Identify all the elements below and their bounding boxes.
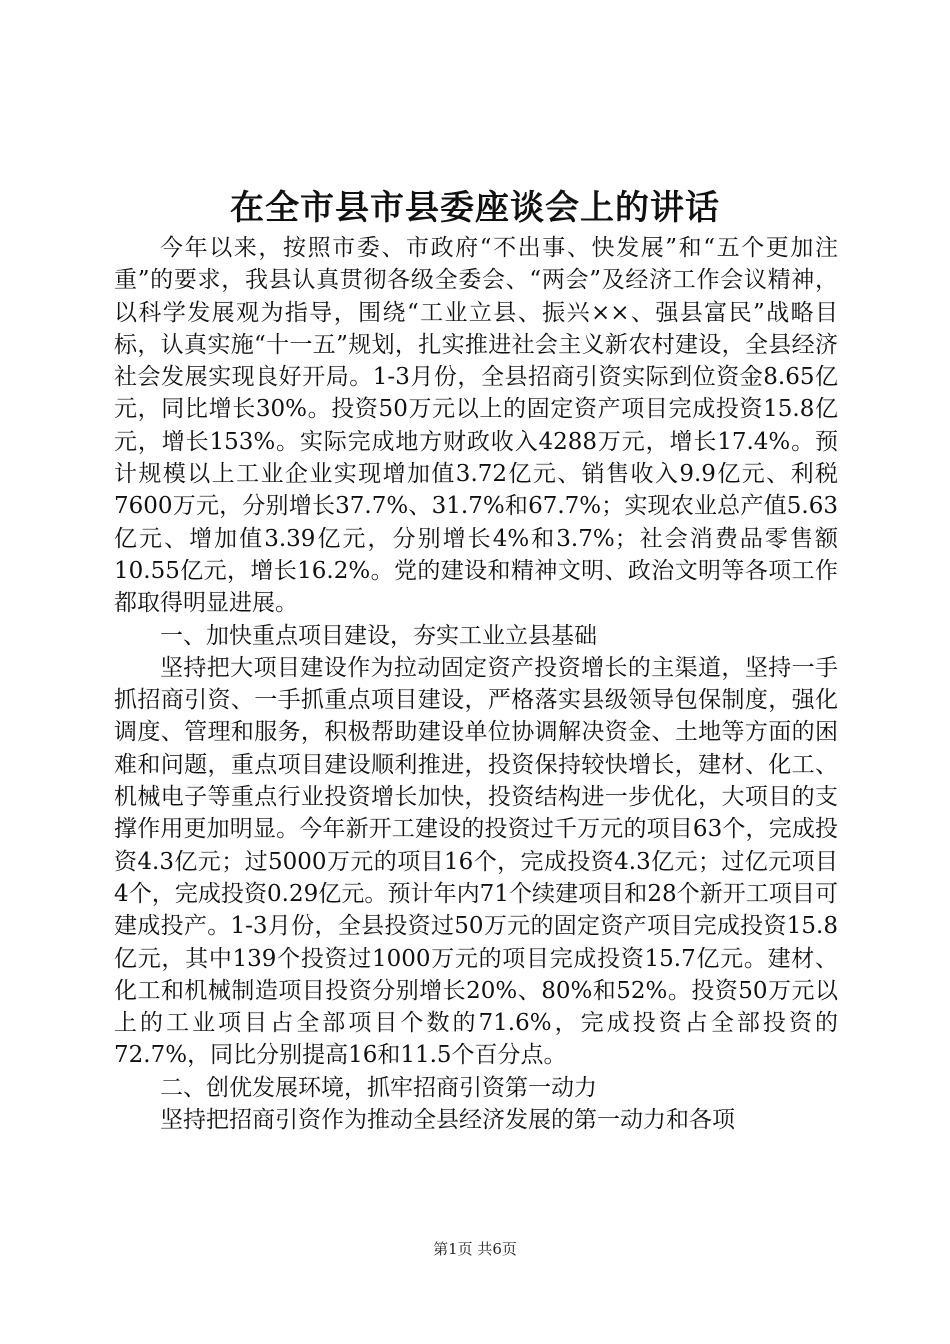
body-paragraph-section-2: 坚持把招商引资作为推动全县经济发展的第一动力和各项	[160, 1107, 735, 1134]
page-footer: 第1页 共6页	[433, 1240, 517, 1258]
document-body	[114, 232, 838, 1136]
document-title: 在全市县市县委座谈会上的讲话	[230, 188, 720, 228]
body-paragraph-section-1: 坚持把大项目建设作为拉动固定资产投资增长的主渠道，坚持一手抓招商引资、一手抓重点项目建设，严格落实县级领导包保制度，强化调度、管理和服务，积极帮助建设单位协调解决资金、土地等方面的困难和问题，重点项目建设顺利推进，投资保持较快增长，建材、化工、机械电子等重点行业投资增长加快，投资结构进一步优化，大项目的支撑作用更加明显。今年新开工建设的投资过千万元的项目63个，完成投资4.3亿元；过5000万元的项目16个，完成投资4.3亿元；过亿元项目4个，完成投资0.29亿元。预计年内71个续建项目和28个新开工项目可建成投产。1-3月份，全县投资过50万元的固定资产项目完成投资15.8亿元，其中139个投资过1000万元的项目完成投资15.7亿元。建材、化工和机械制造项目投资分别增长20%、80%和52%。投资50万元以上的工业项目占全部项目个数的71.6%，完成投资占全部投资的72.7%，同比分别提高16和11.5个百分点。	[114, 654, 838, 1069]
section-heading-1: 一、加快重点项目建设，夯实工业立县基础	[160, 622, 597, 649]
body-paragraph-intro: 今年以来，按照市委、市政府“不出事、快发展”和“五个更加注重”的要求，我县认真贯彻各级全委会、“两会”及经济工作会议精神，以科学发展观为指导，围绕“工业立县、振兴××、强县富民”战略目标，认真实施“十一五”规划，扎实推进社会主义新农村建设，全县经济社会发展实现良好开局。1-3月份，全县招商引资实际到位资金8.65亿元，同比增长30%。投资50万元以上的固定资产项目完成投资15.8亿元，增长153%。实际完成地方财政收入4288万元，增长17.4%。预计规模以上工业企业实现增加值3.72亿元、销售收入9.9亿元、利税7600万元，分别增长37.7%、31.7%和67.7%；实现农业总产值5.63亿元、增加值3.39亿元，分别增长4%和3.7%；社会消费品零售额10.55亿元，增长16.2%。党的建设和精神文明、政治文明等各项工作都取得明显进展。	[114, 235, 838, 617]
section-heading-2: 二、创优发展环境，抓牢招商引资第一动力	[160, 1074, 597, 1101]
